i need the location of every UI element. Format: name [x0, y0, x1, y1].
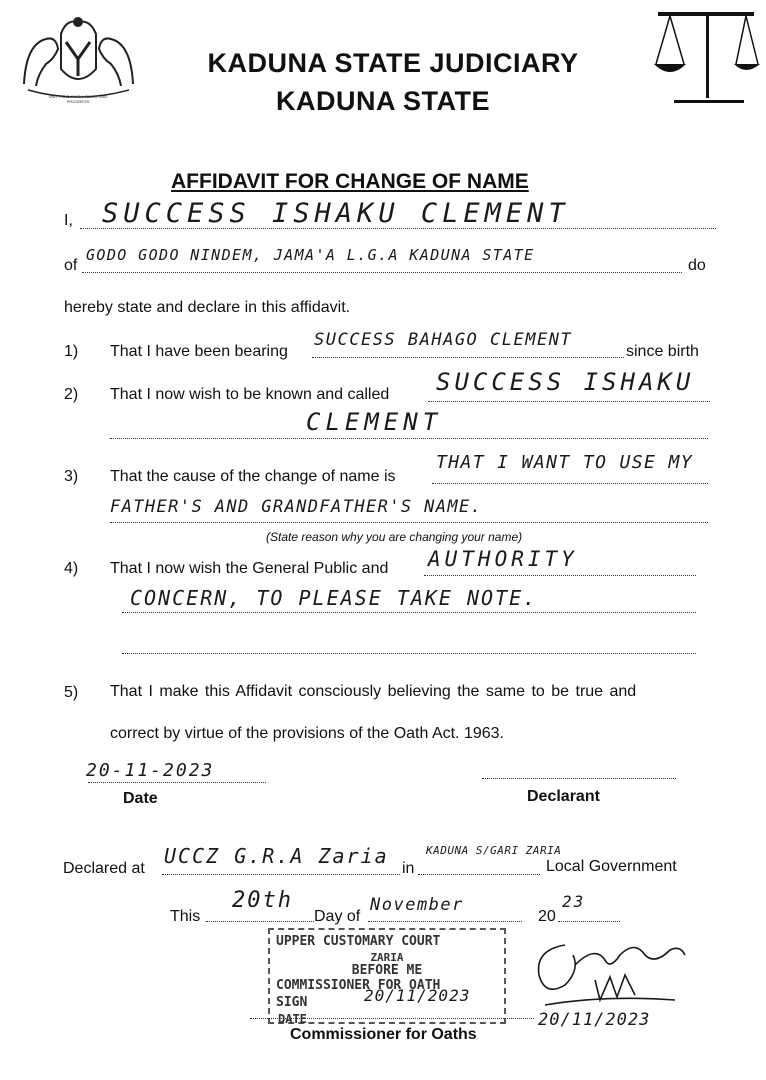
item-3-line-2 [110, 522, 708, 523]
item-4-handwritten-b: CONCERN, TO PLEASE TAKE NOTE. [130, 586, 538, 610]
this-label: This [170, 908, 201, 925]
commissioner-stamp [268, 928, 506, 1024]
of-label: of [64, 257, 78, 274]
item-1-number: 1) [64, 343, 79, 360]
item-2-text: That I now wish to be known and called [110, 386, 390, 403]
i-label: I, [64, 212, 73, 229]
commissioner-signature [525, 925, 695, 1010]
item-4-text: That I now wish the General Public and [110, 560, 389, 577]
item-2-number: 2) [64, 386, 79, 403]
scales-of-justice-icon [650, 8, 762, 108]
crest-motto: UNITY AND FAITH, PEACE AND PROGRESS [48, 94, 108, 104]
item-2-handwritten-a: SUCCESS ISHAKU [436, 368, 695, 396]
judiciary-title: KADUNA STATE JUDICIARY [207, 48, 579, 78]
item-2-handwritten-b: CLEMENT [306, 408, 443, 436]
declarant-line [482, 778, 676, 779]
stamp-line-2: ZARIA [370, 951, 404, 964]
item-1-text: That I have been bearing [110, 343, 288, 360]
item-4-handwritten-a: AUTHORITY [428, 547, 578, 571]
item-3-handwritten-b: FATHER'S AND GRANDFATHER'S NAME. [110, 497, 483, 517]
item-2-line [428, 401, 710, 402]
item-3-note: (State reason why you are changing your name) [266, 530, 523, 544]
declare-statement: hereby state and declare in this affidavit. [64, 299, 351, 316]
commissioner-date-handwritten: 20/11/2023 [538, 1010, 651, 1030]
address-handwritten: GODO GODO NINDEM, JAMA'A L.G.A KADUNA STATE [86, 246, 535, 264]
in-label: in [402, 860, 415, 877]
commissioner-line [250, 1018, 534, 1019]
item-1-since-birth: since birth [626, 343, 699, 360]
item-5-text-b: correct by virtue of the provisions of the Oath Act. 1963. [110, 725, 504, 742]
month-handwritten: November [370, 895, 464, 915]
do-label: do [688, 257, 706, 274]
stamp-line-4: COMMISSIONER FOR OATH [276, 978, 441, 993]
item-1-handwritten: SUCCESS BAHAGO CLEMENT [314, 330, 573, 350]
item-4-line-2 [122, 612, 696, 613]
date-handwritten: 20-11-2023 [86, 760, 215, 781]
item-3-text: That the cause of the change of name is [110, 468, 396, 485]
lga-line [418, 874, 540, 875]
lga-handwritten: KADUNA S/GARI ZARIA [426, 844, 562, 857]
item-4-number: 4) [64, 560, 79, 577]
local-government-label: Local Government [546, 858, 677, 875]
date-label: Date [123, 790, 158, 807]
year-line [558, 921, 620, 922]
day-of-label: Day of [314, 908, 361, 925]
year-prefix: 20 [538, 908, 556, 925]
item-4-line [424, 575, 696, 576]
coat-of-arms-icon [16, 14, 141, 104]
date-line [88, 782, 266, 783]
item-2-line-2 [110, 438, 708, 439]
stamp-date-handwritten: 20/11/2023 [364, 986, 471, 1005]
stamp-sign-label: SIGN [276, 995, 308, 1010]
item-3-handwritten-a: THAT I WANT TO USE MY [436, 452, 693, 473]
year-handwritten: 23 [562, 892, 586, 911]
stamp-line-1: UPPER CUSTOMARY COURT [276, 934, 441, 949]
item-3-line [432, 483, 708, 484]
item-1-line [312, 357, 624, 358]
commissioner-label: Commissioner for Oaths [290, 1026, 477, 1043]
item-5-text-a: That I make this Affidavit consciously believing the same to be true and [110, 683, 637, 700]
state-title: KADUNA STATE [276, 86, 490, 116]
stamp-date-label: DATE [278, 1012, 307, 1026]
item-3-number: 3) [64, 468, 79, 485]
declared-at-label: Declared at [63, 860, 145, 877]
declarant-label: Declarant [527, 788, 600, 805]
day-line [206, 921, 314, 922]
day-handwritten: 20th [232, 888, 293, 913]
item-4-line-3 [122, 653, 696, 654]
month-line [368, 921, 522, 922]
place-line [162, 874, 400, 875]
item-5-number: 5) [64, 684, 79, 701]
affidavit-title: AFFIDAVIT FOR CHANGE OF NAME [171, 170, 529, 193]
place-handwritten: UCCZ G.R.A Zaria [164, 844, 389, 868]
name-handwritten: SUCCESS ISHAKU CLEMENT [102, 198, 570, 229]
address-line [82, 272, 682, 273]
stamp-line-3: BEFORE ME [351, 963, 423, 978]
